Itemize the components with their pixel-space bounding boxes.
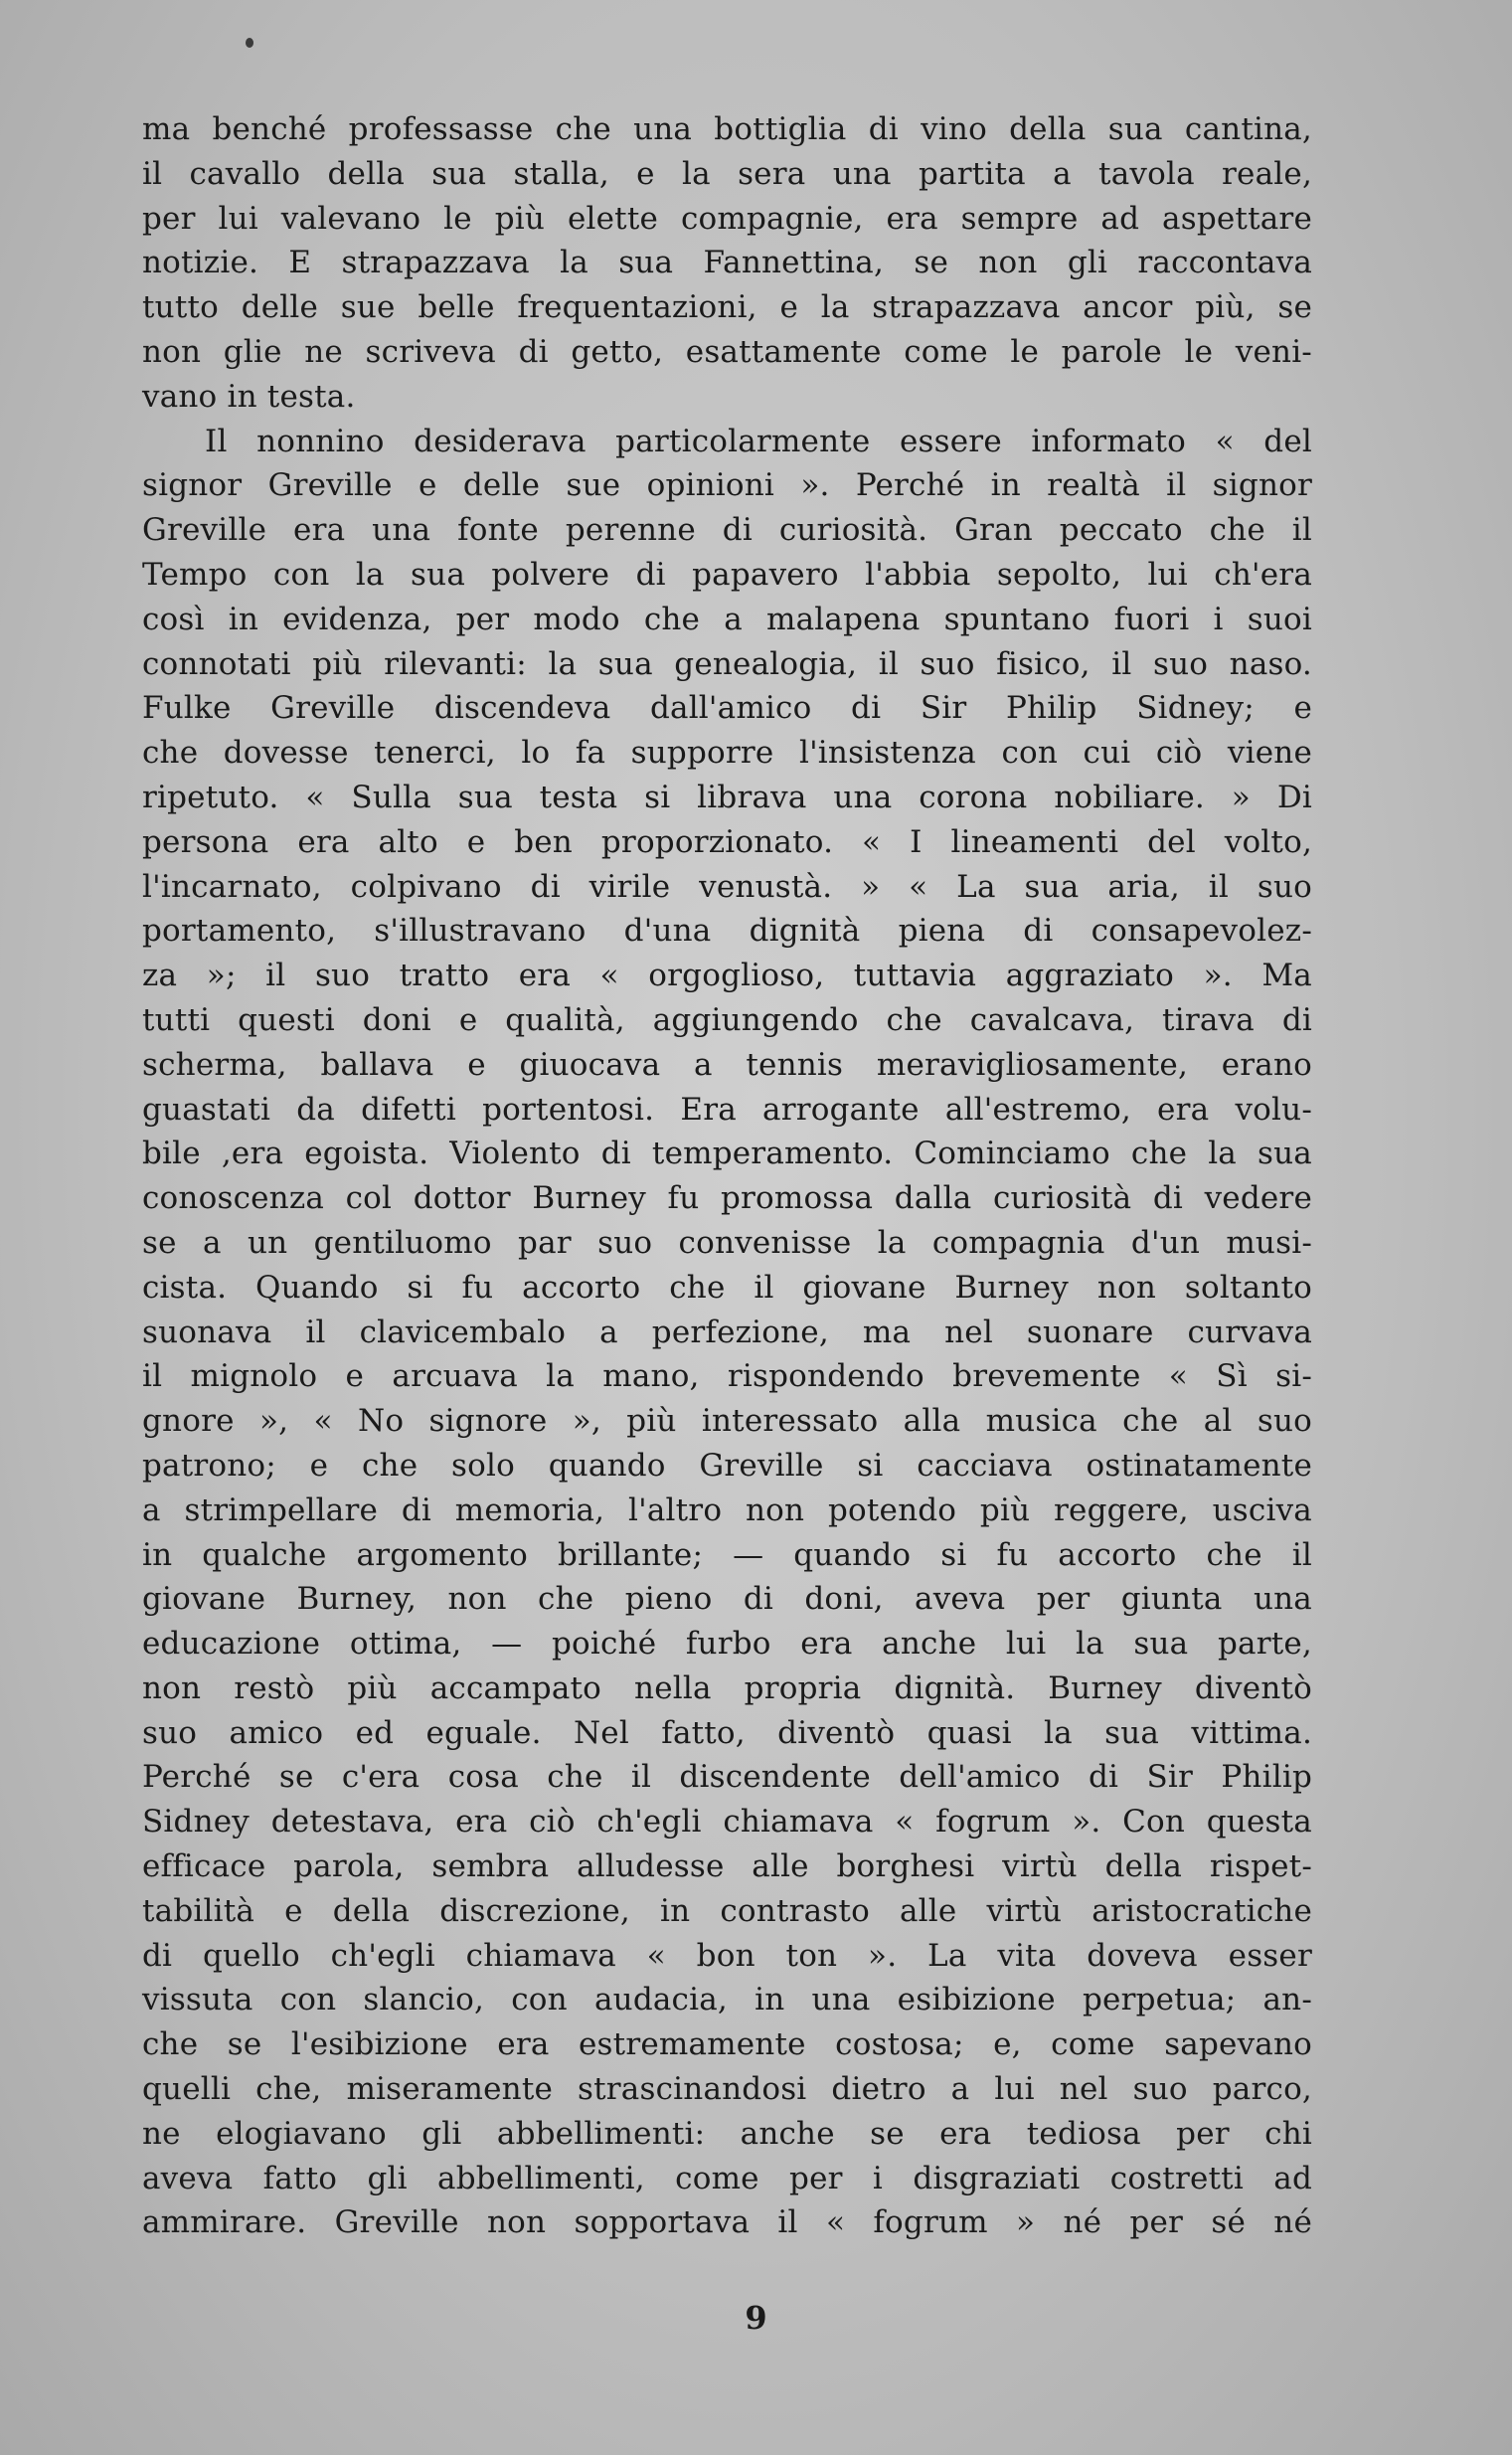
text-line: tutto delle sue belle frequentazioni, e la strapazzava ancor più, se	[142, 289, 1312, 326]
text-line: patrono; e che solo quando Greville si cacciava ostinatamente	[142, 1447, 1312, 1484]
text-line: Tempo con la sua polvere di papavero l'abbia sepolto, lui ch'era	[142, 556, 1312, 593]
text-line: conoscenza col dottor Burney fu promossa dalla curiosità di vedere	[142, 1180, 1312, 1217]
body-text	[142, 107, 1312, 2245]
text-line: il cavallo della sua stalla, e la sera una partita a tavola reale,	[142, 155, 1312, 192]
text-line: in qualche argomento brillante; — quando si fu accorto che il	[142, 1536, 1312, 1573]
text-line: di quello ch'egli chiamava « bon ton ». La vita doveva esser	[142, 1937, 1312, 1974]
text-line: che se l'esibizione era estremamente costosa; e, come sapevano	[142, 2026, 1312, 2063]
text-line: connotati più rilevanti: la sua genealogia, il suo fisico, il suo naso.	[142, 645, 1312, 682]
text-line: tabilità e della discrezione, in contrasto alle virtù aristocratiche	[142, 1892, 1312, 1929]
text-line: educazione ottima, — poiché furbo era anche lui la sua parte,	[142, 1626, 1312, 1663]
text-line: notizie. E strapazzava la sua Fannettina, se non gli raccontava	[142, 245, 1312, 281]
text-line: aveva fatto gli abbellimenti, come per i disgraziati costretti ad	[142, 2160, 1312, 2196]
text-line: Fulke Greville discendeva dall'amico di Sir Philip Sidney; e	[142, 690, 1312, 727]
text-line: che dovesse tenerci, lo fa supporre l'insistenza con cui ciò viene	[142, 735, 1312, 772]
text-line: se a un gentiluomo par suo convenisse la compagnia d'un musi-	[142, 1224, 1312, 1261]
text-line: cista. Quando si fu accorto che il giovane Burney non soltanto	[142, 1269, 1312, 1306]
text-line: Il nonnino desiderava particolarmente essere informato « del	[205, 423, 1312, 459]
ink-speck	[246, 38, 253, 48]
text-line: così in evidenza, per modo che a malapena spuntano fuori i suoi	[142, 601, 1312, 637]
text-line: guastati da difetti portentosi. Era arrogante all'estremo, era volu-	[142, 1091, 1312, 1128]
text-line: efficace parola, sembra alludesse alle borghesi virtù della rispet-	[142, 1848, 1312, 1885]
text-line: suonava il clavicembalo a perfezione, ma nel suonare curvava	[142, 1314, 1312, 1350]
text-line: ma benché professasse che una bottiglia di vino della sua cantina,	[142, 111, 1312, 147]
text-line: non restò più accampato nella propria dignità. Burney diventò	[142, 1669, 1312, 1706]
text-line: portamento, s'illustravano d'una dignità piena di consapevolez-	[142, 913, 1312, 950]
text-line: Sidney detestava, era ciò ch'egli chiamava « fogrum ». Con questa	[142, 1804, 1312, 1841]
text-line: scherma, ballava e giuocava a tennis meravigliosamente, erano	[142, 1046, 1312, 1083]
text-line: vissuta con slancio, con audacia, in una esibizione perpetua; an-	[142, 1982, 1312, 2018]
text-line: gnore », « No signore », più interessato alla musica che al suo	[142, 1403, 1312, 1440]
text-line: persona era alto e ben proporzionato. « I lineamenti del volto,	[142, 823, 1312, 860]
text-line: il mignolo e arcuava la mano, rispondendo brevemente « Sì si-	[142, 1358, 1312, 1395]
text-line: Greville era una fonte perenne di curiosità. Gran peccato che il	[142, 512, 1312, 549]
text-line: Perché se c'era cosa che il discendente dell'amico di Sir Philip	[142, 1759, 1312, 1796]
text-line: signor Greville e delle sue opinioni ». Perché in realtà il signor	[142, 467, 1312, 504]
text-line: ripetuto. « Sulla sua testa si librava una corona nobiliare. » Di	[142, 779, 1312, 815]
text-line: tutti questi doni e qualità, aggiungendo che cavalcava, tirava di	[142, 1001, 1312, 1038]
text-line: per lui valevano le più elette compagnie, era sempre ad aspettare	[142, 200, 1312, 237]
text-line: bile ,era egoista. Violento di temperamento. Cominciamo che la sua	[142, 1136, 1312, 1172]
text-line: vano in testa.	[142, 378, 356, 415]
text-line: a strimpellare di memoria, l'altro non potendo più reggere, usciva	[142, 1491, 1312, 1528]
text-line: za »; il suo tratto era « orgoglioso, tuttavia aggraziato ». Ma	[142, 958, 1312, 994]
text-line: ne elogiavano gli abbellimenti: anche se era tediosa per chi	[142, 2115, 1312, 2152]
text-line: quelli che, miseramente strascinandosi dietro a lui nel suo parco,	[142, 2071, 1312, 2108]
text-line: non glie ne scriveva di getto, esattamente come le parole le veni-	[142, 333, 1312, 370]
text-line: giovane Burney, non che pieno di doni, aveva per giunta una	[142, 1581, 1312, 1618]
page-number: 9	[745, 2299, 767, 2337]
text-line: l'incarnato, colpivano di virile venustà. » « La sua aria, il suo	[142, 868, 1312, 905]
text-line: suo amico ed eguale. Nel fatto, diventò quasi la sua vittima.	[142, 1714, 1312, 1751]
text-line: ammirare. Greville non sopportava il « fogrum » né per sé né	[142, 2204, 1312, 2241]
